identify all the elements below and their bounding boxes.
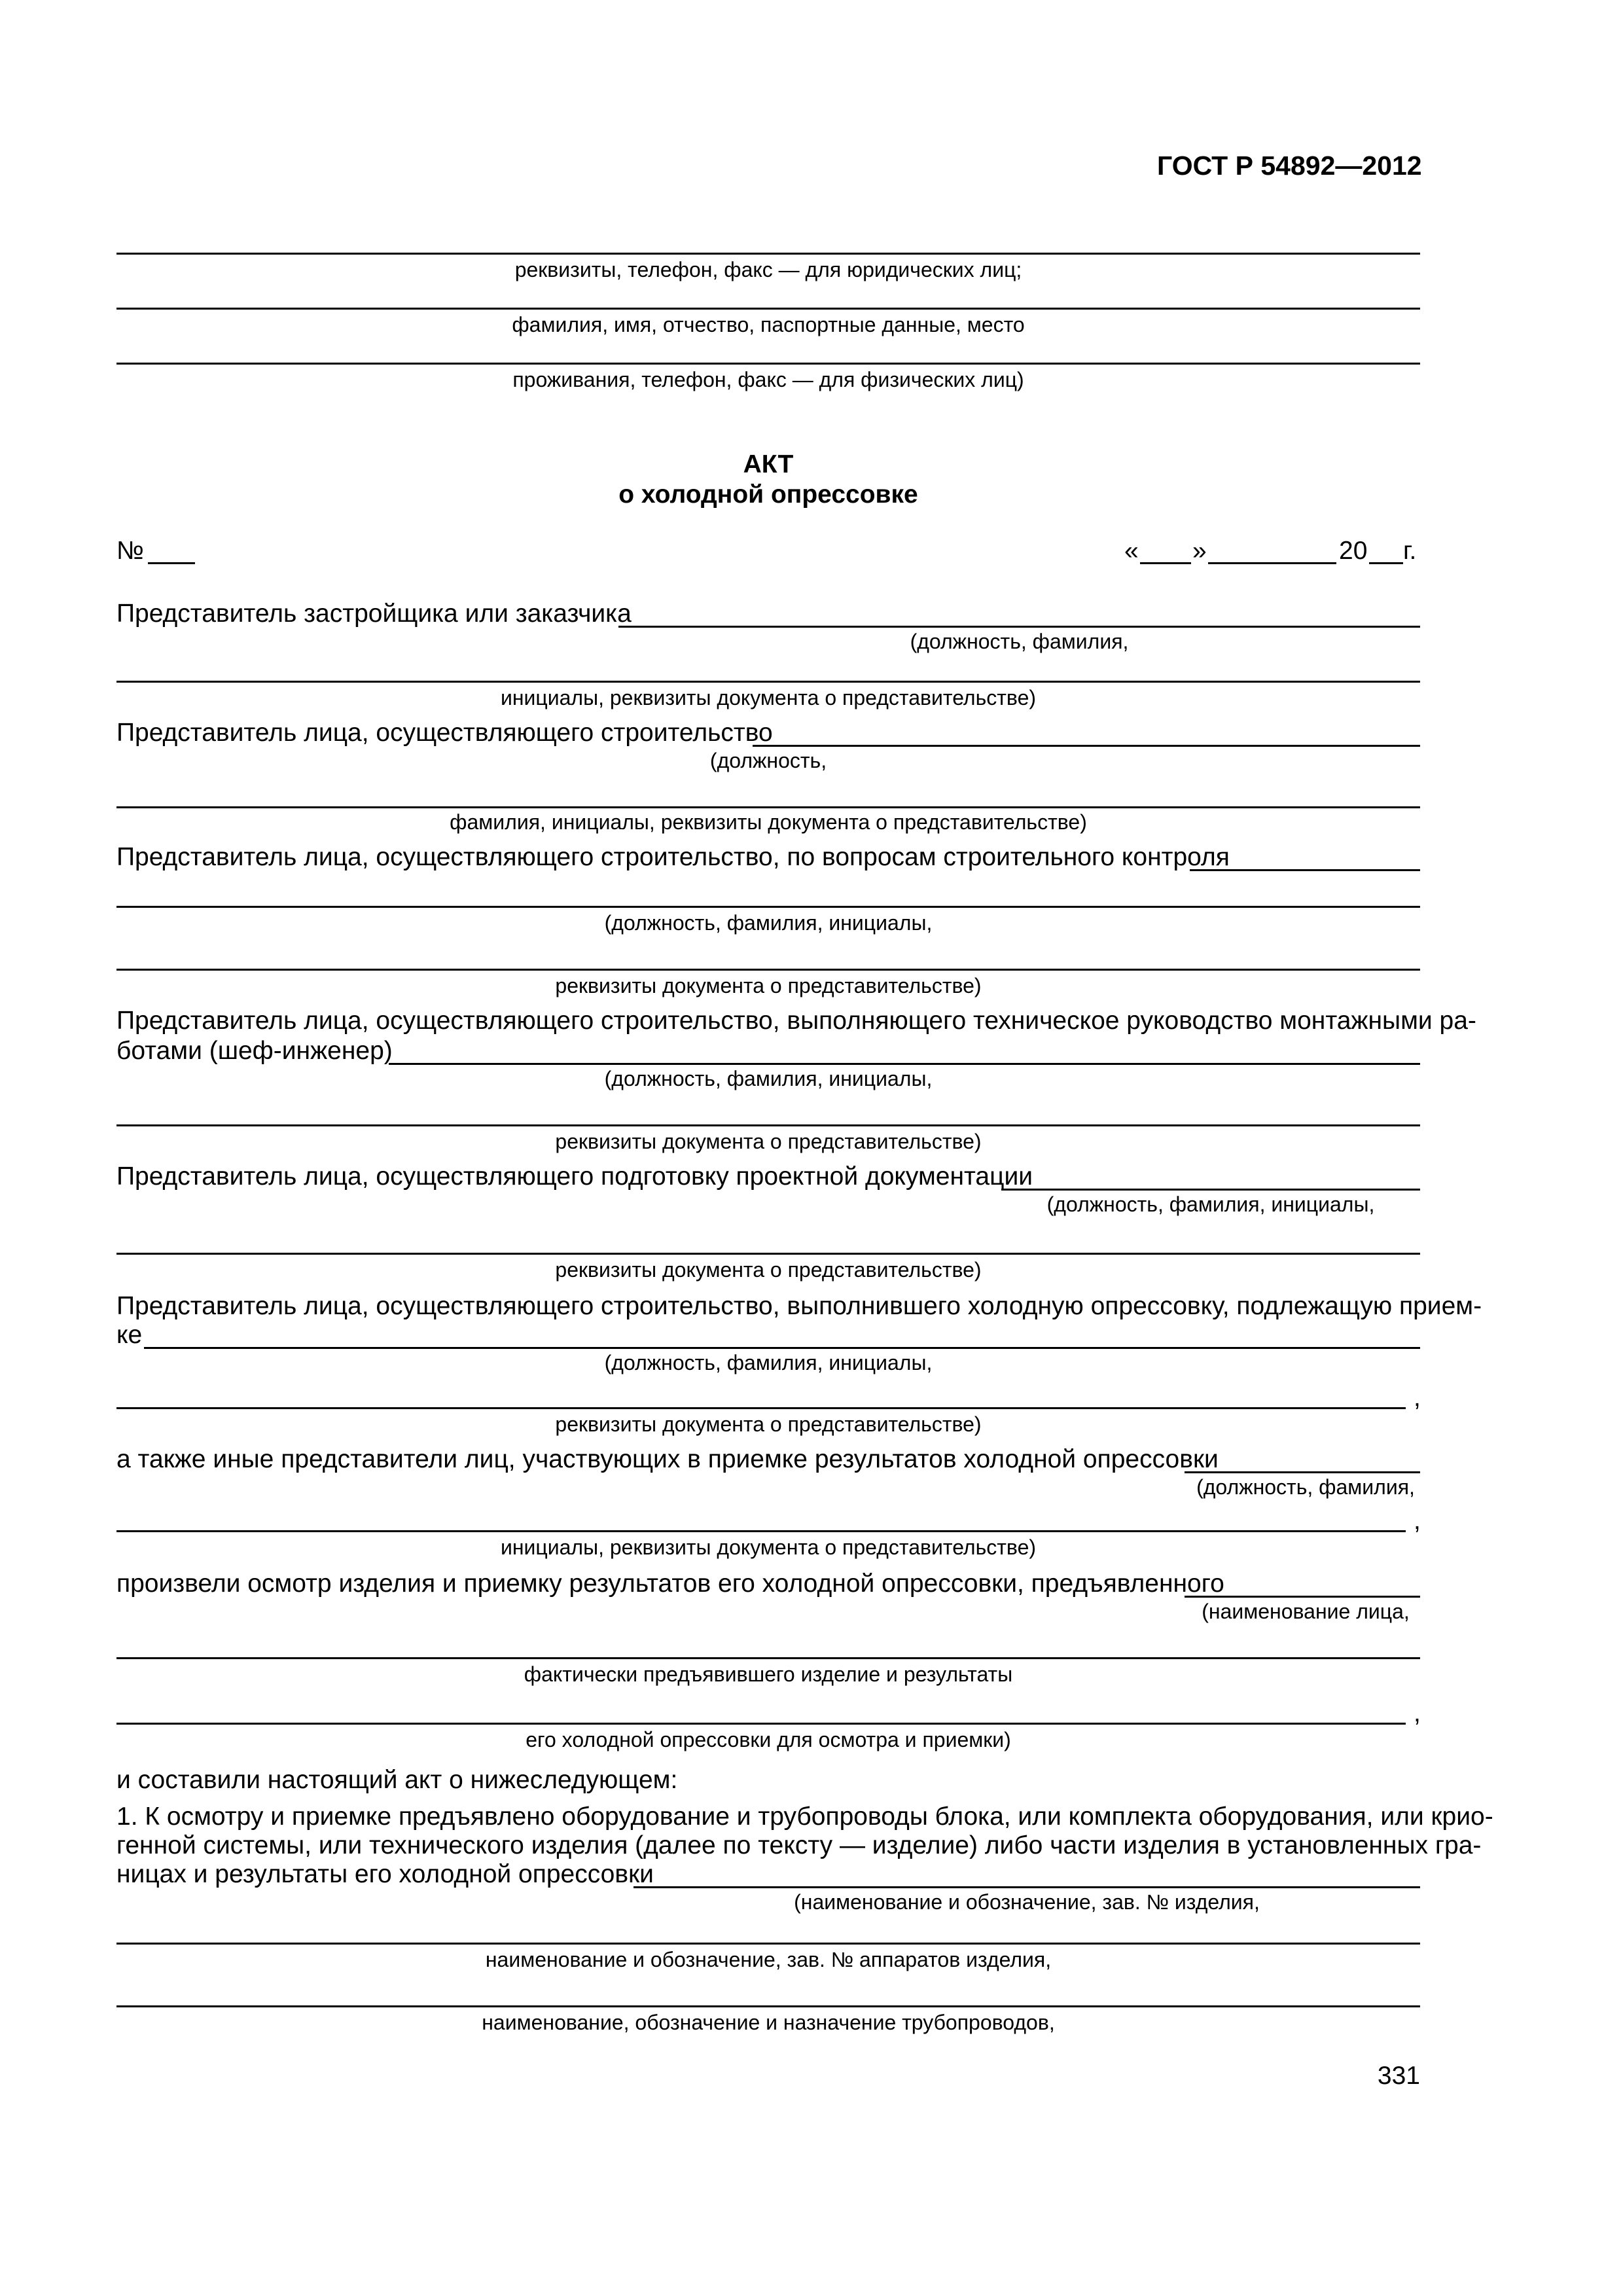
item1-field-line-3[interactable] [116,2005,1420,2007]
trailing-comma: , [1414,1507,1421,1535]
caption-text: (должность, фамилия, [1196,1475,1415,1499]
others-field-line[interactable] [1185,1471,1420,1473]
caption-text: (должность, фамилия, инициалы, [1046,1193,1375,1216]
number-input-line[interactable] [148,562,195,564]
developer-field-line-2[interactable] [116,681,1420,683]
caption-text: (наименование и обозначение, зав. № изделия, [794,1890,1260,1914]
caption-text: фамилия, инициалы, реквизиты документа о представительстве) [450,810,1087,834]
caption-text: (должность, [709,749,827,772]
item1-field-line-2[interactable] [116,1943,1420,1945]
chief-engineer-field-line-2[interactable] [116,1124,1420,1126]
number-sign: № [116,537,144,565]
chief-engineer-field-line[interactable] [389,1063,1420,1065]
caption-text: реквизиты документа о представительстве) [555,1412,982,1436]
month-input-line[interactable] [1208,562,1336,564]
caption-text: наименование и обозначение, зав. № аппаратов изделия, [485,1948,1052,1971]
trailing-comma: , [1414,1699,1421,1727]
inspection-field-line-2[interactable] [116,1657,1420,1659]
caption-text: (должность, фамилия, инициалы, [604,1067,933,1090]
field-line[interactable] [116,308,1420,310]
year-prefix: 20 [1339,537,1368,565]
statement-text: и составили настоящий акт о нижеследующем: [116,1766,678,1794]
performer-label-line2: ке [116,1321,143,1349]
caption-text: наименование, обозначение и назначение трубопроводов, [482,2011,1055,2034]
date-open-quote: « [1124,537,1139,565]
field-line[interactable] [116,253,1420,255]
item1-field-line[interactable] [633,1886,1420,1888]
others-field-line-2[interactable] [116,1530,1406,1532]
design-field-line[interactable] [1001,1189,1420,1191]
caption-text: реквизиты документа о представительстве) [555,1258,982,1282]
construction-control-field-line-3[interactable] [116,969,1420,971]
developer-label: Представитель застройщика или заказчика [116,600,632,628]
caption-text: инициалы, реквизиты документа о представительстве) [500,1535,1037,1559]
caption-text: проживания, телефон, факс — для физических лиц) [512,368,1024,391]
chief-engineer-label-line2: ботами (шеф-инженер) [116,1037,393,1065]
year-input-line[interactable] [1369,562,1403,564]
construction-control-label: Представитель лица, осуществляющего строительство, по вопросам строительного контроля [116,843,1230,871]
field-line[interactable] [116,363,1420,365]
caption-text: реквизиты документа о представительстве) [555,974,982,997]
builder-field-line-2[interactable] [116,806,1420,808]
caption-text: (должность, фамилия, [910,630,1129,653]
inspection-label: произвели осмотр изделия и приемку результатов его холодной опрессовки, предъявленного [116,1570,1224,1598]
title-act: АКТ [743,450,794,478]
day-input-line[interactable] [1140,562,1191,564]
builder-label: Представитель лица, осуществляющего строительство [116,719,773,747]
standard-code: ГОСТ Р 54892—2012 [1157,151,1422,181]
caption-text: его холодной опрессовки для осмотра и приемки) [526,1728,1011,1751]
performer-label-line1: Представитель лица, осуществляющего строительство, выполнившего холодную опрессовку, подлежащую прием- [116,1292,1482,1320]
inspection-field-line[interactable] [1185,1596,1420,1598]
chief-engineer-label-line1: Представитель лица, осуществляющего строительство, выполняющего техническое руководство монтажными ра- [116,1007,1476,1035]
construction-control-field-line[interactable] [1190,869,1420,871]
others-label: а также иные представители лиц, участвующих в приемке результатов холодной опрессовки [116,1445,1219,1473]
caption-text: реквизиты, телефон, факс — для юридических лиц; [514,258,1022,281]
design-field-line-2[interactable] [116,1253,1420,1255]
year-suffix: г. [1403,537,1417,565]
caption-text: фактически предъявившего изделие и результаты [524,1662,1013,1686]
builder-field-line[interactable] [753,745,1420,747]
item1-line2: генной системы, или технического изделия (далее по тексту — изделие) либо части изделия в установленных гра- [116,1831,1482,1859]
page-number: 331 [1377,2062,1420,2090]
performer-field-line-2[interactable] [116,1407,1406,1409]
construction-control-field-line-2[interactable] [116,906,1420,908]
design-label: Представитель лица, осуществляющего подготовку проектной документации [116,1162,1033,1191]
caption-text: (должность, фамилия, инициалы, [604,1351,933,1374]
caption-text: фамилия, имя, отчество, паспортные данные, место [512,313,1025,336]
caption-text: реквизиты документа о представительстве) [555,1130,982,1153]
item1-line3: ницах и результаты его холодной опрессовки [116,1860,654,1888]
item1-line1: 1. К осмотру и приемке предъявлено оборудование и трубопроводы блока, или комплекта оборудования, или крио- [116,1803,1493,1831]
performer-field-line[interactable] [144,1347,1420,1349]
date-close-quote: » [1192,537,1207,565]
developer-field-line[interactable] [618,626,1420,628]
caption-text: (должность, фамилия, инициалы, [604,911,933,935]
caption-text: инициалы, реквизиты документа о представительстве) [500,686,1037,709]
trailing-comma: , [1414,1384,1421,1412]
inspection-field-line-3[interactable] [116,1723,1406,1725]
title-subtitle: о холодной опрессовке [618,480,918,509]
caption-text: (наименование лица, [1202,1600,1410,1623]
